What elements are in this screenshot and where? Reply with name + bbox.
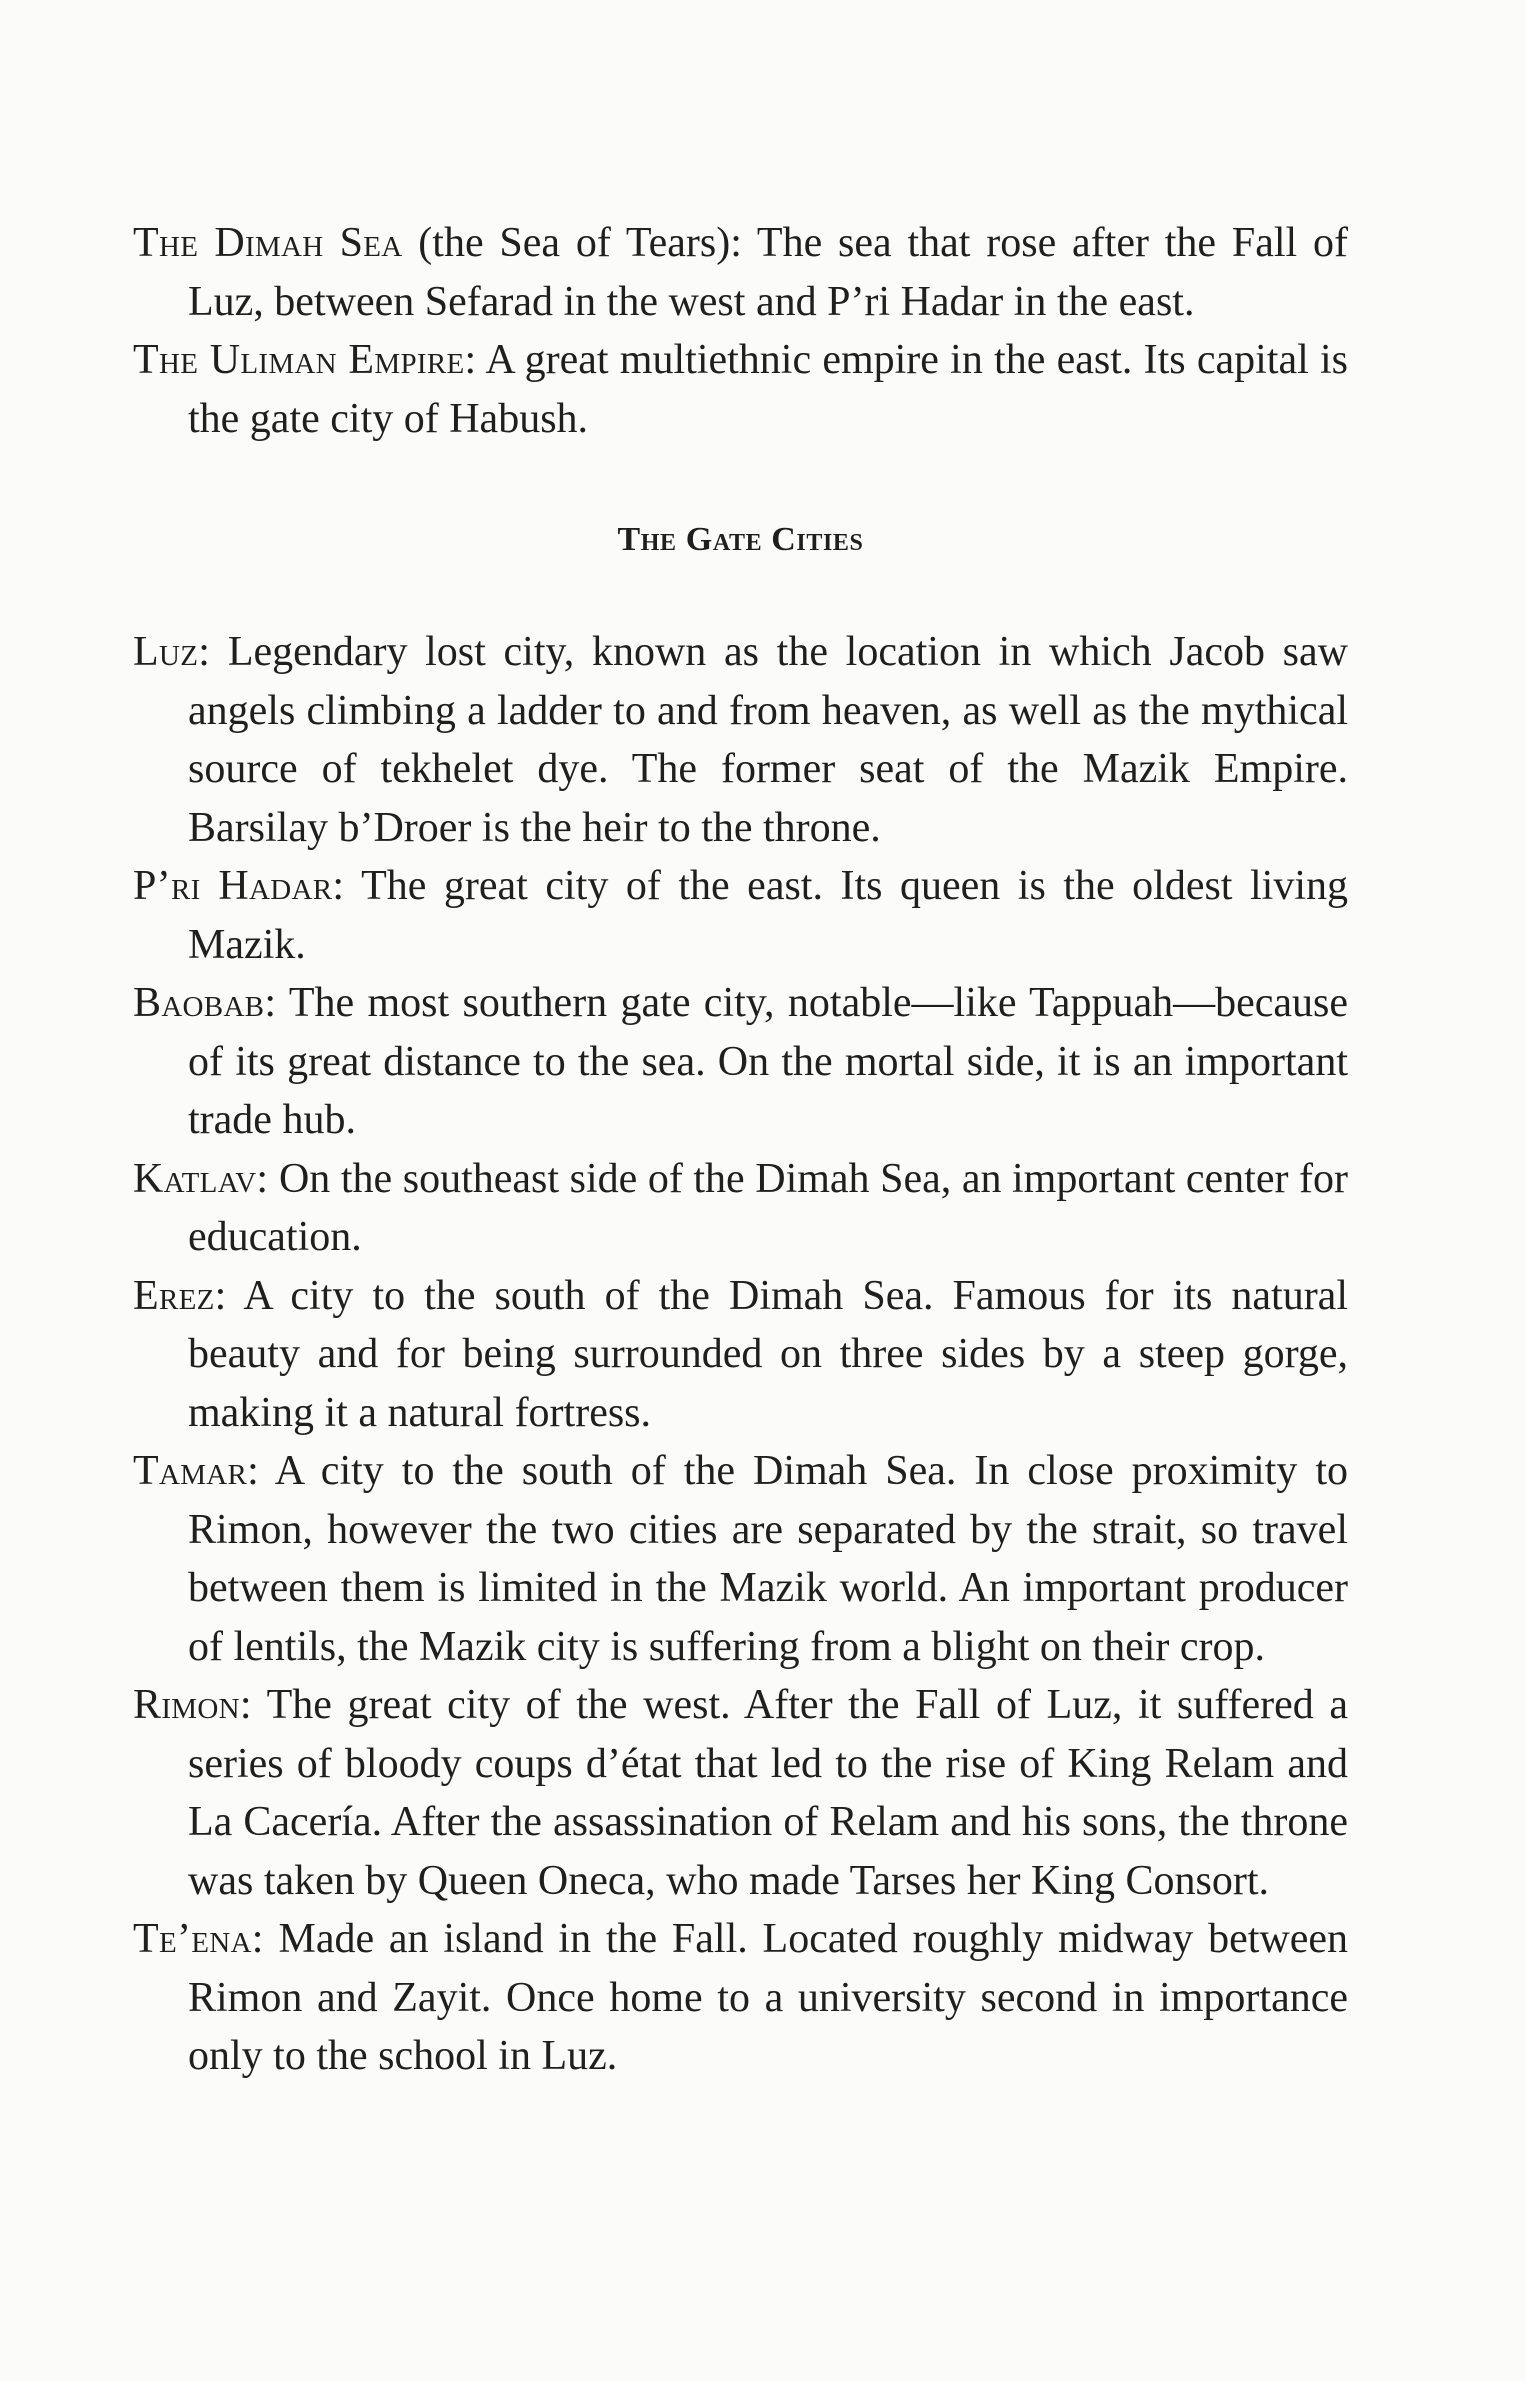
glossary-entry-katlav <box>133 1150 1348 1267</box>
entry-definition: A great multiethnic empire in the east. Its capital is the gate city of Habush. <box>188 337 1349 442</box>
entry-definition: The great city of the west. After the Fall of Luz, it suffered a series of bloody coups d’état that led to the rise of King Relam and La Cacería. After the assassination of Relam and his sons, the throne was taken by Queen Oneca, who made Tarses her King Consort. <box>188 1682 1348 1904</box>
entry-definition: Made an island in the Fall. Located roughly midway between Rimon and Zayit. Once home to a university second in importance only to the school in Luz. <box>188 1916 1348 2079</box>
entry-definition: A city to the south of the Dimah Sea. Famous for its natural beauty and for being surrounded on three sides by a steep gorge, making it a natural fortress. <box>188 1272 1348 1436</box>
glossary-top-entries <box>133 214 1348 448</box>
glossary-entry-dimah-sea <box>133 214 1348 331</box>
entry-term: Baobab: <box>133 980 277 1026</box>
entry-term: Luz: <box>133 629 211 675</box>
entry-term: Tamar: <box>133 1448 260 1494</box>
glossary-entry-luz <box>133 623 1348 857</box>
entry-term: Katlav: <box>133 1155 269 1202</box>
section-heading: The Gate Cities <box>617 521 864 558</box>
glossary-entry-rimon <box>133 1676 1348 1910</box>
entry-definition: Legendary lost city, known as the location in which Jacob saw angels climbing a ladder to and from heaven, as well as the mythical source of tekhelet dye. The former seat of the Mazik Empire. Barsilay b’Droer is the heir to the throne. <box>188 629 1348 851</box>
glossary-entry-teena <box>133 1910 1348 2086</box>
glossary-entry-tamar <box>133 1442 1348 1676</box>
entry-term: The Dimah Sea <box>133 220 403 266</box>
entry-term: The Uliman Empire: <box>133 337 477 383</box>
entry-definition: The great city of the east. Its queen is the oldest living Mazik. <box>188 863 1348 968</box>
glossary-entry-baobab <box>133 974 1348 1150</box>
entry-term: Te’ena: <box>133 1916 264 1962</box>
gate-cities-list <box>133 623 1348 2086</box>
entry-term: Rimon: <box>133 1682 252 1728</box>
entry-definition: On the southeast side of the Dimah Sea, an important center for education. <box>188 1155 1348 1260</box>
glossary-entry-erez <box>133 1267 1348 1443</box>
entry-definition: (the Sea of Tears): The sea that rose after the Fall of Luz, between Sefarad in the west and P’ri Hadar in the east. <box>188 220 1348 325</box>
entry-definition: The most southern gate city, notable—like Tappuah—because of its great distance to the sea. On the mortal side, it is an important trade hub. <box>188 980 1348 1143</box>
glossary-entry-uliman-empire <box>133 331 1348 448</box>
glossary-entry-pri-hadar <box>133 857 1348 974</box>
entry-term: Erez: <box>133 1272 227 1319</box>
entry-definition: A city to the south of the Dimah Sea. In close proximity to Rimon, however the two cities are separated by the strait, so travel between them is limited in the Mazik world. An important producer of lentils, the Mazik city is suffering from a blight on their crop. <box>188 1448 1348 1670</box>
entry-term: P’ri Hadar: <box>133 863 345 909</box>
glossary-page-body <box>133 214 1348 2086</box>
